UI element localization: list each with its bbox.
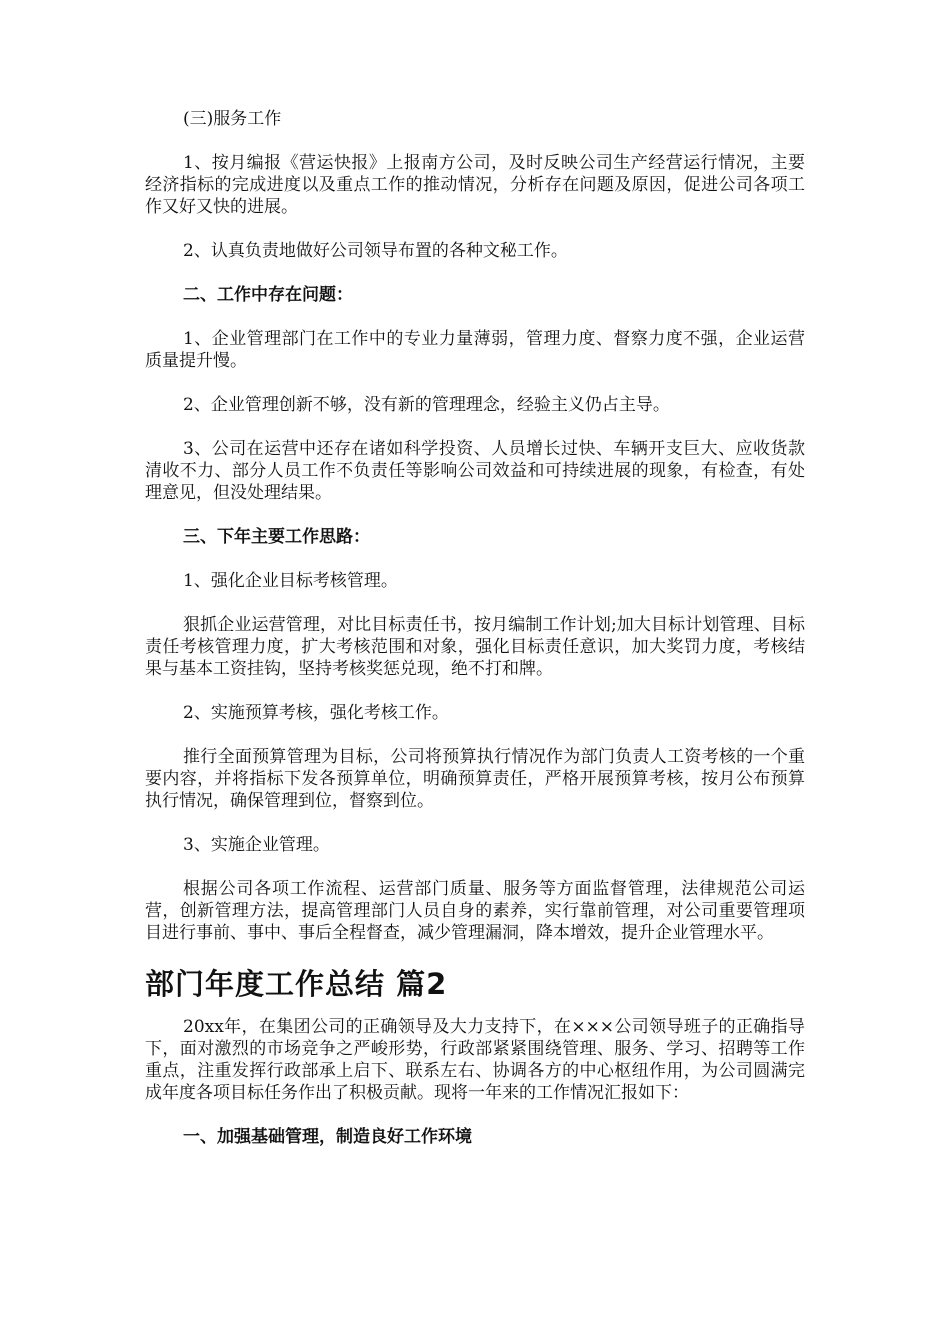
section-heading: 三、下年主要工作思路： bbox=[183, 527, 370, 547]
body-paragraph: 推行全面预算管理为目标，公司将预算执行情况作为部门负责人工资考核的一个重要内容，并将指标下发各预算单位，明确预算责任，严格开展预算考核，按月公布预算执行情况，确保管理到位，督察到位。 bbox=[145, 747, 805, 811]
body-paragraph: (三)服务工作 bbox=[183, 109, 282, 129]
body-paragraph: 3、实施企业管理。 bbox=[183, 835, 330, 855]
chapter-title: 部门年度工作总结 篇2 bbox=[145, 967, 448, 1001]
body-paragraph: 2、认真负责地做好公司领导布置的各种文秘工作。 bbox=[183, 241, 568, 261]
section-part1 bbox=[145, 108, 805, 944]
document-page bbox=[145, 108, 805, 1170]
body-paragraph: 根据公司各项工作流程、运营部门质量、服务等方面监督管理，法律规范公司运营，创新管理方法，提高管理部门人员自身的素养，实行靠前管理，对公司重要管理项目进行事前、事中、事后全程督查，减少管理漏洞，降本增效，提升企业管理水平。 bbox=[145, 879, 805, 943]
body-paragraph: 狠抓企业运营管理，对比目标责任书，按月编制工作计划;加大目标计划管理、目标责任考核管理力度，扩大考核范围和对象，强化目标责任意识，加大奖罚力度，考核结果与基本工资挂钩，坚持考核奖惩兑现，绝不打和牌。 bbox=[145, 615, 805, 679]
section-heading: 二、工作中存在问题： bbox=[183, 285, 353, 305]
body-paragraph: 1、按月编报《营运快报》上报南方公司，及时反映公司生产经营运行情况，主要经济指标的完成进度以及重点工作的推动情况，分析存在问题及原因，促进公司各项工作又好又快的进展。 bbox=[145, 153, 805, 217]
body-paragraph: 20xx年，在集团公司的正确领导及大力支持下，在×××公司领导班子的正确指导下，面对激烈的市场竞争之严峻形势，行政部紧紧围绕管理、服务、学习、招聘等工作重点，注重发挥行政部承上启下、联系左右、协调各方的中心枢纽作用，为公司圆满完成年度各项目标任务作出了积极贡献。现将一年来的工作情况汇报如下： bbox=[145, 1017, 805, 1103]
section-heading: 一、加强基础管理，制造良好工作环境 bbox=[183, 1127, 472, 1147]
section-part2 bbox=[145, 1016, 805, 1148]
body-paragraph: 2、实施预算考核，强化考核工作。 bbox=[183, 703, 449, 723]
body-paragraph: 1、企业管理部门在工作中的专业力量薄弱，管理力度、督察力度不强，企业运营质量提升慢。 bbox=[145, 329, 805, 371]
body-paragraph: 3、公司在运营中还存在诸如科学投资、人员增长过快、车辆开支巨大、应收货款清收不力、部分人员工作不负责任等影响公司效益和可持续进展的现象，有检查，有处理意见，但没处理结果。 bbox=[145, 439, 805, 503]
body-paragraph: 2、企业管理创新不够，没有新的管理理念，经验主义仍占主导。 bbox=[183, 395, 670, 415]
body-paragraph: 1、强化企业目标考核管理。 bbox=[183, 571, 398, 591]
